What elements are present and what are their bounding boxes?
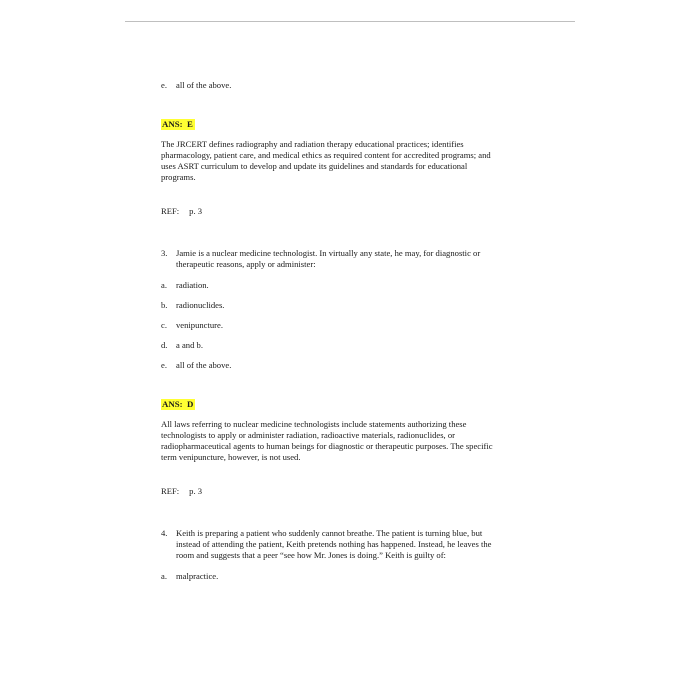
question-line: therapeutic reasons, apply or administer: xyxy=(176,259,316,269)
ref-value: p. 3 xyxy=(189,486,203,496)
choice-letter: e. xyxy=(161,360,167,370)
choice-e-q3 xyxy=(161,360,231,371)
question-number: 4. xyxy=(161,528,168,538)
question-number: 3. xyxy=(161,248,168,258)
question-line: Jamie is a nuclear medicine technologist. In virtually any state, he may, for diagnostic or xyxy=(176,248,481,258)
question-line: Keith is preparing a patient who suddenly cannot breathe. The patient is turning blue, but xyxy=(176,528,483,538)
question-line: room and suggests that a peer “see how Mr. Jones is doing.” Keith is guilty of: xyxy=(176,550,446,560)
explanation-line: The JRCERT defines radiography and radiation therapy educational practices; identifies xyxy=(161,139,464,149)
explanation-1 xyxy=(161,139,556,183)
choice-letter: a. xyxy=(161,280,167,290)
answer-value: E xyxy=(186,119,193,129)
answer-label: ANS: xyxy=(162,399,183,409)
reference-2 xyxy=(161,486,202,497)
choice-b-q3 xyxy=(161,300,224,311)
choice-text: all of the above. xyxy=(176,360,232,370)
choice-text: all of the above. xyxy=(176,80,232,90)
answer-value: D xyxy=(186,399,194,409)
choice-a-q4 xyxy=(161,571,218,582)
choice-text: radiation. xyxy=(176,280,209,290)
choice-text: radionuclides. xyxy=(176,300,225,310)
answer-label: ANS: xyxy=(162,119,183,129)
choice-letter: b. xyxy=(161,300,168,310)
explanation-line: pharmacology, patient care, and medical ethics as required content for accredited programs; and xyxy=(161,150,491,160)
choice-letter: e. xyxy=(161,80,167,90)
explanation-line: All laws referring to nuclear medicine technologists include statements authorizing these xyxy=(161,419,467,429)
ref-value: p. 3 xyxy=(189,206,203,216)
explanation-line: programs. xyxy=(161,172,196,182)
choice-letter: c. xyxy=(161,320,167,330)
explanation-2 xyxy=(161,419,556,463)
reference-1 xyxy=(161,206,202,217)
choice-letter: d. xyxy=(161,340,168,350)
question-3 xyxy=(161,248,480,270)
question-text xyxy=(176,528,492,561)
choice-letter: a. xyxy=(161,571,167,581)
question-4 xyxy=(161,528,492,561)
choice-e-prev xyxy=(161,80,231,91)
explanation-line: term venipuncture, however, is not used. xyxy=(161,452,301,462)
answer-badge-1 xyxy=(161,119,195,130)
answer-badge-2 xyxy=(161,399,195,410)
ref-label: REF: xyxy=(161,486,180,496)
explanation-line: radiopharmaceutical agents to human beings for diagnostic or therapeutic purposes. The specific xyxy=(161,441,493,451)
explanation-line: technologists to apply or administer radiation, radioactive materials, radionuclides, or xyxy=(161,430,456,440)
choice-c-q3 xyxy=(161,320,223,331)
header-rule xyxy=(125,21,575,22)
choice-text: a and b. xyxy=(176,340,203,350)
choice-d-q3 xyxy=(161,340,203,351)
question-text xyxy=(176,248,480,270)
ref-label: REF: xyxy=(161,206,180,216)
choice-a-q3 xyxy=(161,280,209,291)
explanation-line: uses ASRT curriculum to develop and update its guidelines and standards for educational xyxy=(161,161,468,171)
choice-text: venipuncture. xyxy=(176,320,224,330)
choice-text: malpractice. xyxy=(176,571,219,581)
question-line: instead of attending the patient, Keith pretends nothing has happened. Instead, he leaves the xyxy=(176,539,492,549)
